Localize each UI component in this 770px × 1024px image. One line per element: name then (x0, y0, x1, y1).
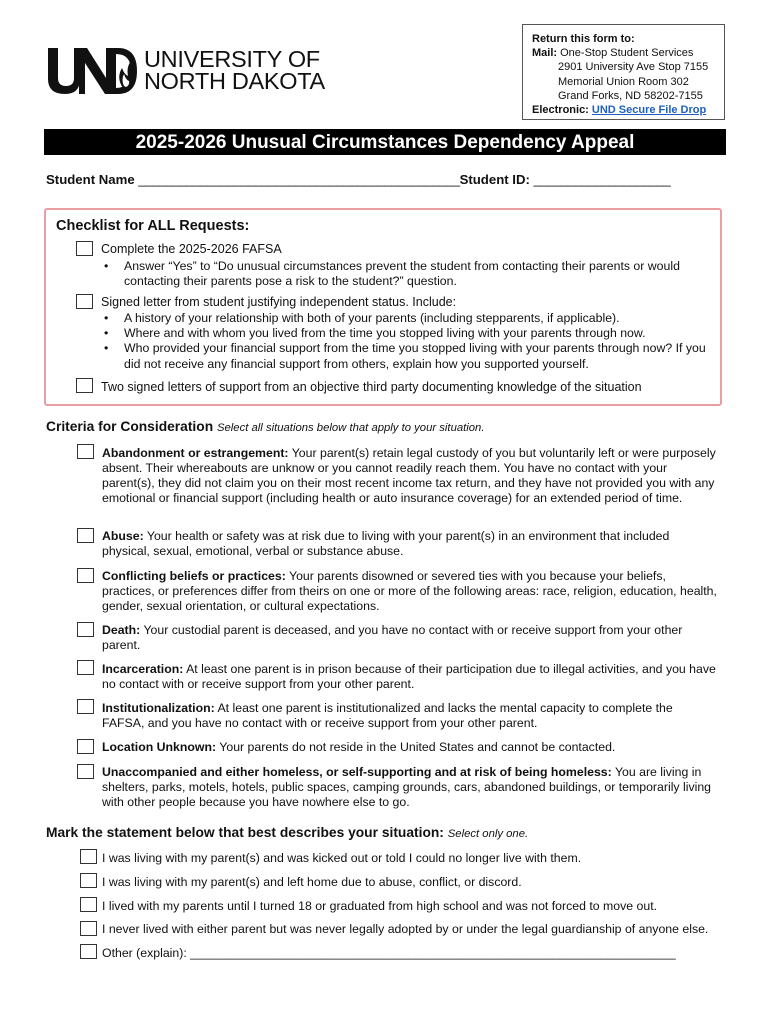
list-item: • A history of your relationship with both of your parents (including stepparents, if applicable). (102, 311, 718, 326)
student-name-label: Student Name (46, 172, 135, 187)
list-item: • Answer “Yes” to “Do unusual circumstances prevent the student from contacting their parents or would contacting their parents pose a risk to the student?” question. (102, 259, 718, 289)
criteria-homeless-checkbox[interactable] (77, 764, 94, 779)
mail-line-1: Mail: One-Stop Student Services (532, 47, 694, 60)
criteria-item: Abuse: Your health or safety was at risk due to living with your parent(s) in an environment that included physical, sexual, emotional, verbal or substance abuse. (102, 529, 670, 558)
criteria-item: Abandonment or estrangement: Your parent(s) retain legal custody of you but voluntarily left or were purposely absent. Their whereabouts are unknow or you cannot readily reach them. You have no contact with your parent(s), they did not claim you on their most recent income tax return, and they have not provided you with any emotional or financial support (including health or auto insurance coverage) for an extended period of time. (102, 446, 716, 505)
student-name-field[interactable]: _______________________________________________ (138, 172, 460, 187)
mail-line-4: Grand Forks, ND 58202-7155 (558, 89, 703, 102)
checklist-letter-checkbox[interactable] (76, 294, 93, 309)
criteria-beliefs-checkbox[interactable] (77, 568, 94, 583)
student-info-line (46, 172, 731, 187)
checklist-support-letters-checkbox[interactable] (76, 378, 93, 393)
criteria-institutionalization-checkbox[interactable] (77, 699, 94, 714)
criteria-item: Conflicting beliefs or practices: Your parents disowned or severed ties with you because your beliefs, practices, or preferences differ from theirs on one or more of the following areas: race, religion, education, health, gender, sexual orientation, or cultural expectations. (102, 569, 717, 613)
electronic-line: Electronic: UND Secure File Drop (532, 104, 707, 117)
situation-kicked-out-checkbox[interactable] (80, 849, 97, 864)
mail-line-3: Memorial Union Room 302 (558, 75, 689, 88)
mail-line-2: 2901 University Ave Stop 7155 (558, 61, 709, 74)
criteria-item: Institutionalization: At least one parent is institutionalized and lacks the mental capacity to complete the FAFSA, and you have no contact with or receive support from your other parent. (102, 701, 673, 730)
student-id-label: Student ID: (459, 172, 530, 187)
logo-line-1: UNIVERSITY OF (144, 46, 320, 72)
criteria-title: Criteria for Consideration Select all situations below that apply to your situation. (46, 419, 485, 434)
criteria-death-checkbox[interactable] (77, 622, 94, 637)
criteria-location-unknown-checkbox[interactable] (77, 739, 94, 754)
return-title: Return this form to: (532, 33, 635, 45)
checklist-item-label: Complete the 2025-2026 FAFSA (101, 242, 282, 256)
situation-item: I was living with my parent(s) and was kicked out or told I could no longer live with them. (102, 851, 582, 865)
return-address-box (522, 24, 725, 120)
und-logo (46, 44, 346, 96)
criteria-item: Unaccompanied and either homeless, or self-supporting and at risk of being homeless: You are living in shelters, parks, motels, hotels, public spaces, camping grounds, cars, abandoned buildings, or temporarily living with other people because you have nowhere else to go. (102, 765, 712, 809)
situation-item: I was living with my parent(s) and left home due to abuse, conflict, or discord. (102, 875, 522, 889)
checklist-box (44, 208, 722, 406)
checklist-title: Checklist for ALL Requests: (56, 218, 250, 234)
list-item: • Who provided your financial support from the time you stopped living with your parents through now? If you did not receive any financial support from others, explain how you supported yourself. (102, 341, 718, 371)
form-title: 2025-2026 Unusual Circumstances Dependency Appeal (44, 129, 726, 155)
situation-other-checkbox[interactable] (80, 944, 97, 959)
criteria-item: Death: Your custodial parent is deceased, and you have no contact with or receive support from your other parent. (102, 623, 683, 652)
checklist-item-label: Two signed letters of support from an objective third party documenting knowledge of the situation (101, 380, 642, 394)
checklist-bullets (102, 259, 718, 289)
und-monogram-icon (46, 44, 138, 96)
situation-left-home-checkbox[interactable] (80, 873, 97, 888)
checklist-fafsa-checkbox[interactable] (76, 241, 93, 256)
criteria-abandonment-checkbox[interactable] (77, 444, 94, 459)
situation-item: I never lived with either parent but was never legally adopted by or under the legal guardianship of anyone else. (102, 922, 709, 936)
situation-never-lived-checkbox[interactable] (80, 921, 97, 936)
list-item: • Where and with whom you lived from the time you stopped living with your parents through now. (102, 326, 718, 341)
criteria-abuse-checkbox[interactable] (77, 528, 94, 543)
student-id-field[interactable]: ____________________ (533, 172, 671, 187)
situation-item: I lived with my parents until I turned 18 or graduated from high school and was not forced to move out. (102, 899, 658, 913)
logo-line-2: NORTH DAKOTA (144, 68, 325, 94)
checklist-item-label: Signed letter from student justifying independent status. Include: (101, 295, 457, 309)
criteria-item: Incarceration: At least one parent is in prison because of their participation due to illegal activities, and you have no contact with or receive support from your other parent. (102, 662, 716, 691)
criteria-incarceration-checkbox[interactable] (77, 660, 94, 675)
checklist-bullets (102, 311, 718, 372)
situation-until-18-checkbox[interactable] (80, 897, 97, 912)
situation-other-field[interactable]: Other (explain): _______________________________________________________________________ (102, 946, 676, 960)
situation-title: Mark the statement below that best describes your situation: Select only one. (46, 825, 529, 840)
secure-file-drop-link[interactable]: UND Secure File Drop (591, 104, 707, 117)
criteria-item: Location Unknown: Your parents do not reside in the United States and cannot be contacted. (102, 740, 616, 754)
logo-wordmark (144, 48, 325, 92)
